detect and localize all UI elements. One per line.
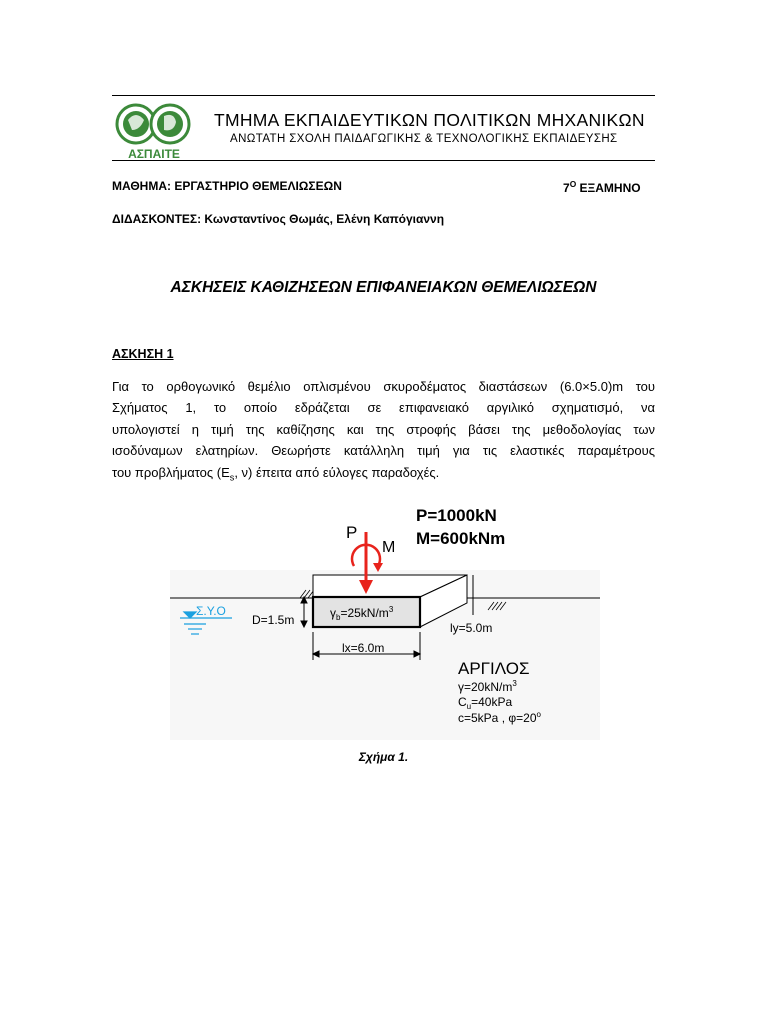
- soil-gamma-value: γ=20kN/m: [458, 680, 513, 694]
- label-p: P: [346, 523, 358, 542]
- semester: [563, 179, 641, 195]
- exercise-line: υπολογιστεί η τιμή της καθίζησης και της στροφής βάσει της μεθοδολογίας των: [112, 421, 655, 437]
- load-m-value: M=600kNm: [416, 529, 506, 548]
- soil-gamma-sup: 3: [512, 679, 517, 688]
- length-x-label: lx=6.0m: [342, 641, 385, 655]
- soil-gamma: [458, 679, 517, 694]
- soil-cu-sub: u: [466, 702, 472, 711]
- school-subtitle: ΑΝΩΤΑΤΗ ΣΧΟΛΗ ΠΑΙΔΑΓΩΓΙΚΗΣ & ΤΕΧΝΟΛΟΓΙΚΗΣ ΕΚΠΑΙΔΕΥΣΗΣ: [230, 133, 618, 145]
- soil-c-phi-value: c=5kPa , φ=20: [458, 711, 537, 725]
- exercise-line: Για το ορθογωνικό θεμέλιο οπλισμένου σκυροδέματος διαστάσεων (6.0×5.0)m του: [112, 379, 655, 394]
- soil-name: ΑΡΓΙΛΟΣ: [458, 659, 530, 678]
- soil-phi-sup: o: [536, 710, 541, 719]
- label-m: M: [382, 539, 396, 556]
- exercise-last-pre: του προβλήματος (E: [112, 464, 230, 480]
- foundation-figure: [170, 500, 600, 740]
- semester-label: ΕΞΑΜΗΝΟ: [576, 181, 641, 195]
- load-p-value: P=1000kN: [416, 506, 497, 525]
- department-title: ΤΜΗΜΑ ΕΚΠΑΙΔΕΥΤΙΚΩΝ ΠΟΛΙΤΙΚΩΝ ΜΗΧΑΝΙΚΩΝ: [214, 110, 645, 130]
- soil-cu-value: =40kPa: [471, 695, 513, 709]
- exercise-last-post: , ν) έπειτα από εύλογες παραδοχές.: [234, 464, 440, 480]
- width-y-label: ly=5.0m: [450, 621, 493, 635]
- header-top-rule: [112, 95, 655, 96]
- semester-number: 7: [563, 181, 570, 195]
- soil-cu: [458, 695, 512, 711]
- document-title: ΑΣΚΗΣΕΙΣ ΚΑΘΙΖΗΣΕΩΝ ΕΠΙΦΑΝΕΙΑΚΩΝ ΘΕΜΕΛΙΩΣΕΩΝ: [170, 279, 597, 296]
- logo-text: ΑΣΠΑΙΤΕ: [128, 147, 180, 161]
- unit-weight-value: =25kN/m: [340, 606, 389, 620]
- semester-ordinal: Ο: [569, 179, 577, 189]
- exercise-line: Σχήματος 1, το οποίο εδράζεται σε επιφανειακό αργιλικό σχηματισμό, να: [112, 400, 655, 416]
- exercise-text: [112, 376, 655, 489]
- exercise-line-last: [112, 462, 655, 489]
- depth-label: D=1.5m: [252, 613, 295, 627]
- unit-weight-symbol: γ: [330, 606, 336, 620]
- instructors: ΔΙΔΑΣΚΟΝΤΕΣ: Κωνσταντίνος Θωμάς, Ελένη Καπόγιαννη: [112, 212, 445, 226]
- exercise-line: ισοδύναμων ελατηρίων. Θεωρήστε κατάλληλη τιμή για τις ελαστικές παραμέτρους: [112, 443, 655, 459]
- soil-cu-symbol: C: [458, 695, 467, 709]
- water-table-label: Σ.Υ.Ο: [196, 604, 226, 618]
- exercise-heading: ΑΣΚΗΣΗ 1: [112, 347, 174, 361]
- exercise-last-sub: s: [229, 472, 235, 483]
- soil-c-phi: [458, 710, 542, 725]
- figure-caption: Σχήμα 1.: [358, 750, 409, 764]
- unit-weight-sup: 3: [388, 605, 394, 614]
- unit-weight-label: [330, 605, 394, 622]
- aspaite-logo: [114, 100, 194, 162]
- unit-weight-sub: b: [336, 613, 341, 622]
- course-subject: ΜΑΘΗΜΑ: ΕΡΓΑΣΤΗΡΙΟ ΘΕΜΕΛΙΩΣΕΩΝ: [112, 179, 342, 193]
